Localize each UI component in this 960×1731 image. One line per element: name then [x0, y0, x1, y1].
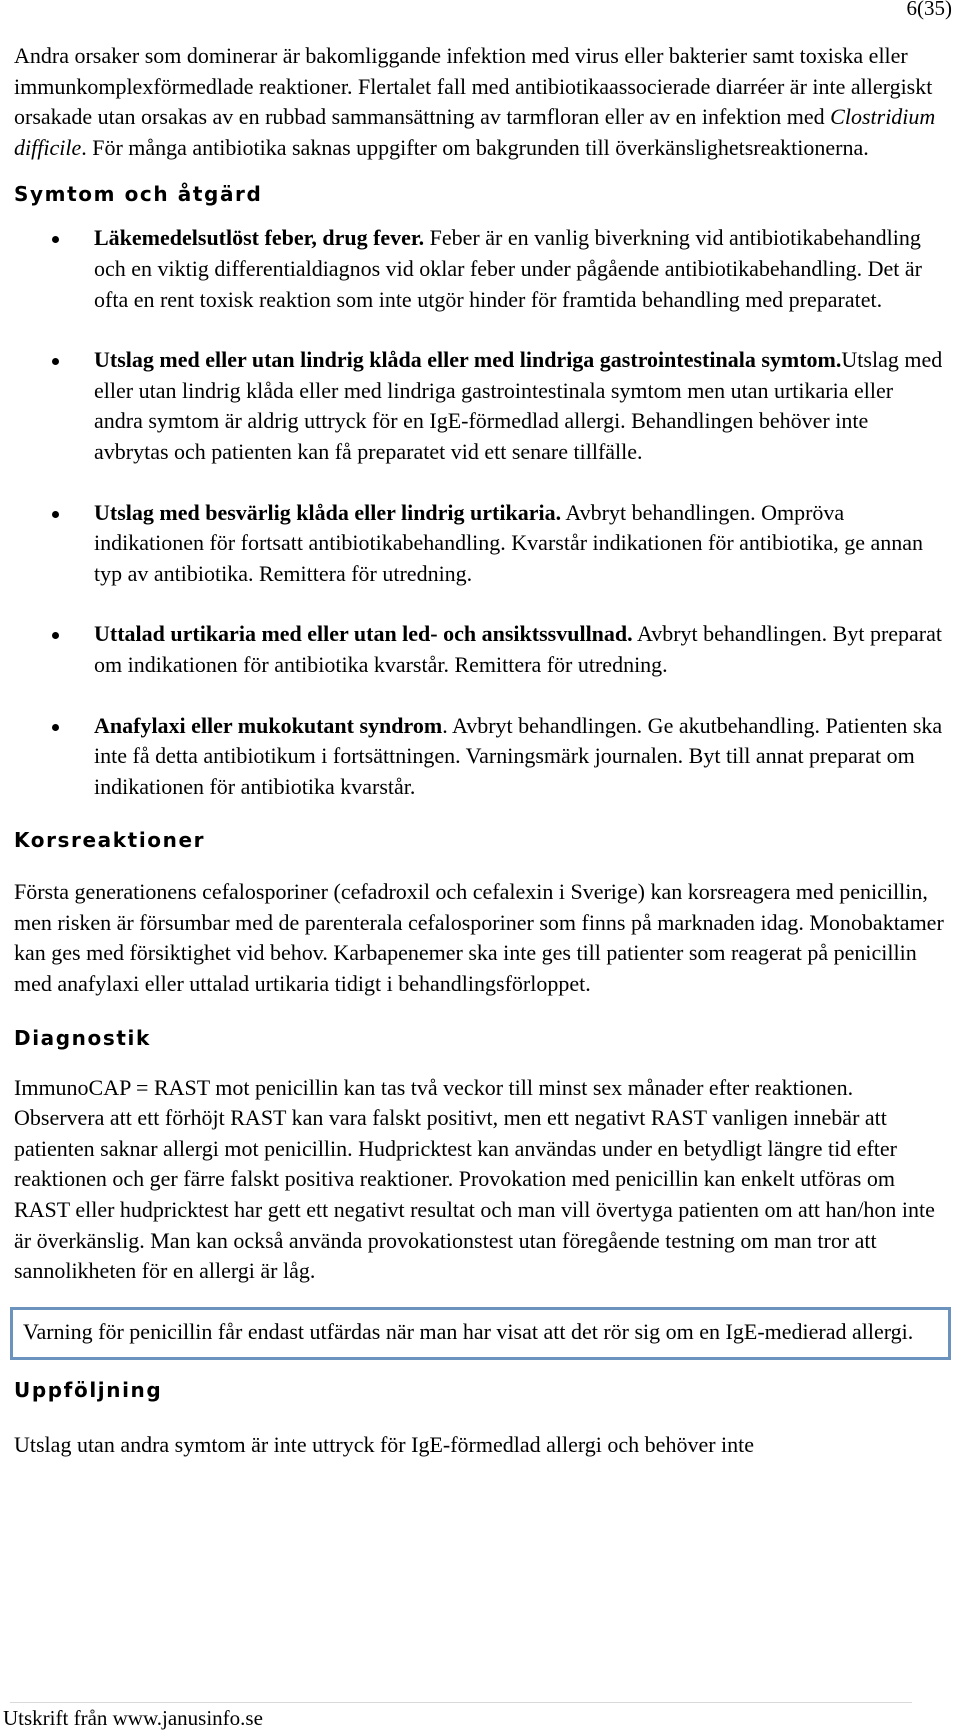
list-item-title: Anafylaxi eller mukokutant syndrom [94, 712, 443, 738]
intro-text-end: . För många antibiotika saknas uppgifter om bakgrunden till överkänslighetsreaktionerna. [81, 134, 869, 160]
bullet-icon [52, 358, 59, 365]
bullet-icon [52, 511, 59, 518]
heading-uppfoljning: Uppföljning [14, 1378, 163, 1403]
heading-symtom: Symtom och åtgärd [14, 182, 263, 207]
document-body [14, 41, 944, 1461]
bullet-icon [52, 724, 59, 731]
list-item-text: Avbryt behandlingen. Byt preparat om indikationen för antibiotika kvarstår. Remittera för utredning. [94, 621, 942, 677]
list-item-text: Feber är en vanlig biverkning vid antibiotikabehandling och en viktig differentialdiagnos vid oklar feber under pågående antibiotikabehandling. Det är ofta en rent toxisk reaktion som inte utgör hinder för framtida behandling med preparatet. [94, 225, 922, 312]
list-item-text: . Avbryt behandlingen. Ge akutbehandling. Patienten ska inte få detta antibiotikum i fortsättningen. Varningsmärk journalen. Byt till annat preparat om indikationen för antibiotika kvarstår. [94, 712, 943, 799]
symtom-list [14, 223, 944, 802]
list-item [14, 223, 944, 315]
warning-text: Varning för penicillin får endast utfärdas när man har visat att det rör sig om en IgE-medierad allergi. [23, 1318, 914, 1344]
intro-italic-organism: Clostridium difficile [14, 104, 936, 160]
list-item-text: Utslag med eller utan lindrig klåda eller med lindriga gastrointestinala symtom men utan urtikaria eller andra symtom är aldrig uttryck för en IgE-förmedlad allergi. Behandlingen behöver inte avbrytas och patienten kan få preparatet vid ett senare tillfälle. [94, 347, 943, 464]
heading-diagnostik: Diagnostik [14, 1025, 151, 1050]
intro-text: Andra orsaker som dominerar är bakomliggande infektion med virus eller bakterier samt toxiska eller immunkomplexförmedlade reaktioner. Flertalet fall med antibiotikaassocierade diarréer är inte allergiskt orsakade utan orsakas av en rubbad sammansättning av tarmfloran eller av en infektion med [14, 43, 933, 130]
list-item [14, 619, 944, 680]
list-item [14, 711, 944, 803]
list-item [14, 498, 944, 590]
page-number: 6(35) [906, 0, 952, 20]
bullet-icon [52, 632, 59, 639]
list-item [14, 345, 944, 467]
list-item-title: Utslag med eller utan lindrig klåda eller med lindriga gastrointestinala symtom. [94, 347, 842, 373]
diagnostik-paragraph: ImmunoCAP = RAST mot penicillin kan tas två veckor till minst sex månader efter reaktionen. Observera att ett förhöjt RAST kan vara falskt positivt, men ett negativt RAST vanligen innebär att patienten saknar allergi mot penicillin. Hudpricktest kan användas under en betydligt längre tid efter reaktionen och ger färre falskt positiva reaktioner. Provokation med penicillin kan enkelt utföras om RAST eller hudpricktest har gett ett negativt resultat och man vill övertyga patienten om att han/hon inte är överkänslig. Man kan också använda provokationstest utan föregående testning om man tror att sannolikheten för en allergi är låg. [14, 1074, 935, 1284]
warning-box [10, 1307, 951, 1361]
korsreaktioner-paragraph: Första generationens cefalosporiner (cefadroxil och cefalexin i Sverige) kan korsreagera med penicillin, men risken är försumbar med de parenterala cefalosporiner som finns på marknaden idag. Monobaktamer kan ges med försiktighet vid behov. Karbapenemer ska inte ges till patienter som reagerat på penicillin med anafylaxi eller uttalad urtikaria tidigt i behandlingsförloppet. [14, 879, 944, 997]
list-item-title: Utslag med besvärlig klåda eller lindrig urtikaria. [94, 499, 562, 525]
bullet-icon [52, 236, 59, 243]
uppfoljning-paragraph: Utslag utan andra symtom är inte uttryck för IgE-förmedlad allergi och behöver inte [14, 1432, 755, 1458]
heading-korsreaktioner: Korsreaktioner [14, 828, 206, 853]
intro-paragraph [14, 41, 944, 163]
list-item-title: Uttalad urtikaria med eller utan led- och ansiktssvullnad. [94, 621, 633, 647]
list-item-text: Avbryt behandlingen. Ompröva indikationen för fortsatt antibiotikabehandling. Kvarstår indikationen för antibiotika, ge annan typ av antibiotika. Remittera för utredning. [94, 499, 924, 586]
footer-source: Utskrift från www.janusinfo.se [3, 1706, 263, 1730]
list-item-title: Läkemedelsutlöst feber, drug fever. [94, 225, 425, 251]
footer-divider [10, 1702, 912, 1703]
